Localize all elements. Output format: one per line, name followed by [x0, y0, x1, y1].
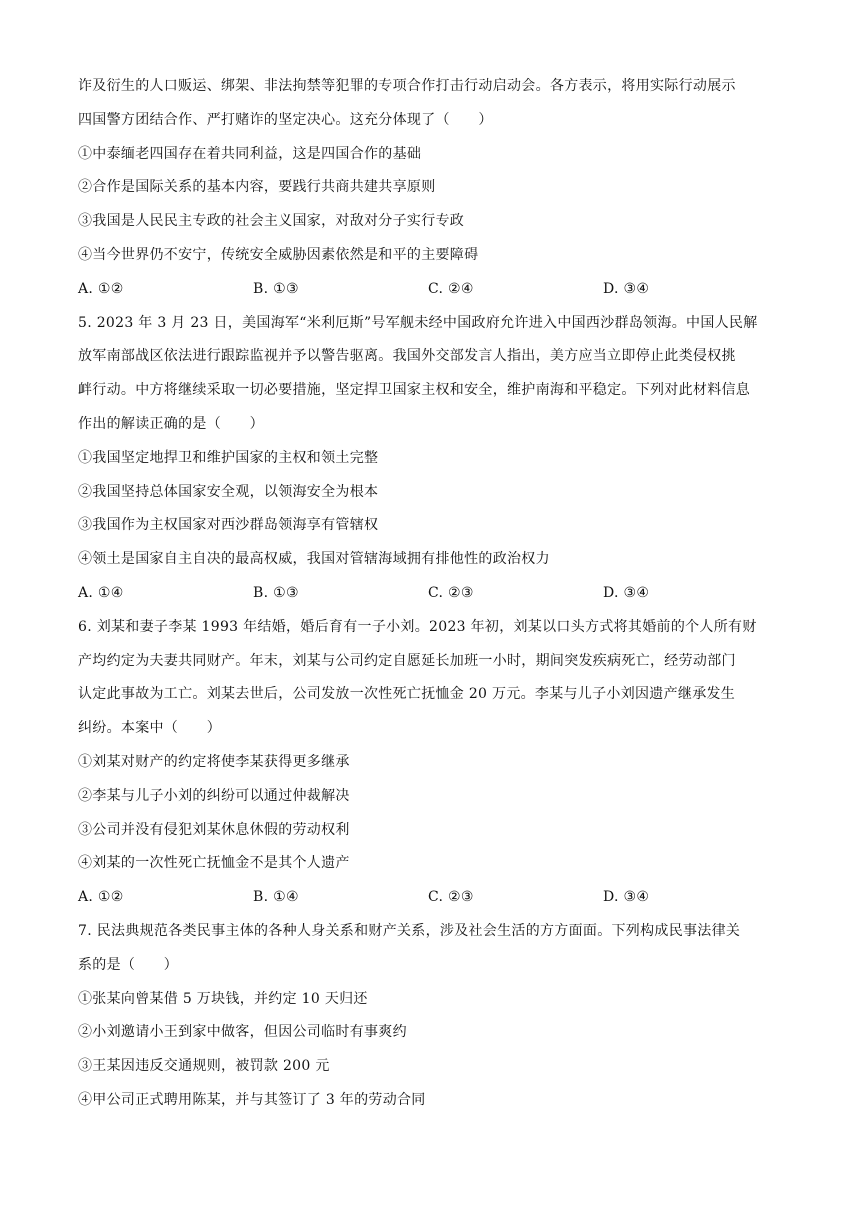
statement-item: ②合作是国际关系的基本内容，要践行共商共建共享原则	[78, 179, 436, 196]
option-b: B. ①④	[253, 889, 299, 906]
question-6	[78, 611, 784, 915]
option-c: C. ②③	[428, 584, 474, 601]
option-b: B. ①③	[253, 280, 299, 297]
question-stem-line: 认定此事故为工亡。刘某去世后，公司发放一次性死亡抚恤金 20 万元。李某与儿子小刘因遗产继承发生	[78, 686, 736, 703]
statement-item: ④甲公司正式聘用陈某，并与其签订了 3 年的劳动合同	[78, 1091, 426, 1108]
statement-item: ②李某与儿子小刘的纠纷可以通过仲裁解决	[78, 787, 350, 804]
question-stem-line: 5. 2023 年 3 月 23 日，美国海军“米利厄斯”号军舰未经中国政府允许进入中国西沙群岛领海。中国人民解	[78, 314, 758, 331]
option-d: D. ③④	[603, 584, 650, 601]
question-stem-line: 放军南部战区依法进行跟踪监视并予以警告驱离。我国外交部发言人指出，美方应当立即停止此类侵权挑	[78, 348, 736, 365]
statement-item: ②小刘邀请小王到家中做客，但因公司临时有事爽约	[78, 1024, 407, 1041]
statement-item: ③王某因违反交通规则，被罚款 200 元	[78, 1058, 330, 1075]
statement-item: ①张某向曾某借 5 万块钱，并约定 10 天归还	[78, 990, 368, 1007]
statement-item: ①我国坚定地捍卫和维护国家的主权和领土完整	[78, 449, 379, 466]
answer-options	[78, 881, 784, 915]
answer-options	[78, 273, 784, 307]
question-stem-line: 四国警方团结合作、严打赌诈的坚定决心。这充分体现了（ ）	[78, 111, 493, 128]
statement-item: ③我国是人民民主专政的社会主义国家，对敌对分子实行专政	[78, 213, 465, 230]
option-d: D. ③④	[603, 280, 650, 297]
statement-item: ①刘某对财产的约定将使李某获得更多继承	[78, 753, 350, 770]
option-d: D. ③④	[603, 889, 650, 906]
statement-item: ④刘某的一次性死亡抚恤金不是其个人遗产	[78, 855, 350, 872]
statement-item: ①中泰缅老四国存在着共同利益，这是四国合作的基础	[78, 145, 422, 162]
statement-item: ③我国作为主权国家对西沙群岛领海享有管辖权	[78, 517, 379, 534]
question-stem-line: 诈及衍生的人口贩运、绑架、非法拘禁等犯罪的专项合作打击行动启动会。各方表示，将用实际行动展示	[78, 78, 736, 94]
statement-item: ④当今世界仍不安宁，传统安全威胁因素依然是和平的主要障碍	[78, 246, 479, 263]
option-a: A. ①②	[78, 280, 124, 297]
option-a: A. ①②	[78, 889, 124, 906]
question-stem-line: 产均约定为夫妻共同财产。年末，刘某与公司约定自愿延长加班一小时，期间突发疾病死亡，经劳动部门	[78, 652, 736, 669]
option-c: C. ②③	[428, 889, 474, 906]
exam-page	[78, 70, 784, 1118]
question-stem-line: 系的是（ ）	[78, 956, 179, 973]
statement-item: ②我国坚持总体国家安全观，以领海安全为根本	[78, 483, 379, 500]
question-7	[78, 915, 784, 1118]
question-stem-line: 7. 民法典规范各类民事主体的各种人身关系和财产关系，涉及社会生活的方方面面。下列构成民事法律关	[78, 922, 741, 939]
option-a: A. ①④	[78, 584, 124, 601]
answer-options	[78, 577, 784, 611]
question-stem-line: 6. 刘某和妻子李某 1993 年结婚，婚后育有一子小刘。2023 年初，刘某以口头方式将其婚前的个人所有财	[78, 618, 757, 635]
question-4	[78, 70, 784, 307]
statement-item: ④领土是国家自主自决的最高权威，我国对管辖海域拥有排他性的政治权力	[78, 551, 550, 568]
option-b: B. ①③	[253, 584, 299, 601]
question-stem-line: 纠纷。本案中（ ）	[78, 720, 221, 737]
question-5	[78, 307, 784, 611]
statement-item: ③公司并没有侵犯刘某休息休假的劳动权利	[78, 821, 350, 838]
question-stem-line: 衅行动。中方将继续采取一切必要措施，坚定捍卫国家主权和安全，维护南海和平稳定。下列对此材料信息	[78, 382, 751, 399]
question-stem-line: 作出的解读正确的是（ ）	[78, 415, 264, 432]
option-c: C. ②④	[428, 280, 474, 297]
